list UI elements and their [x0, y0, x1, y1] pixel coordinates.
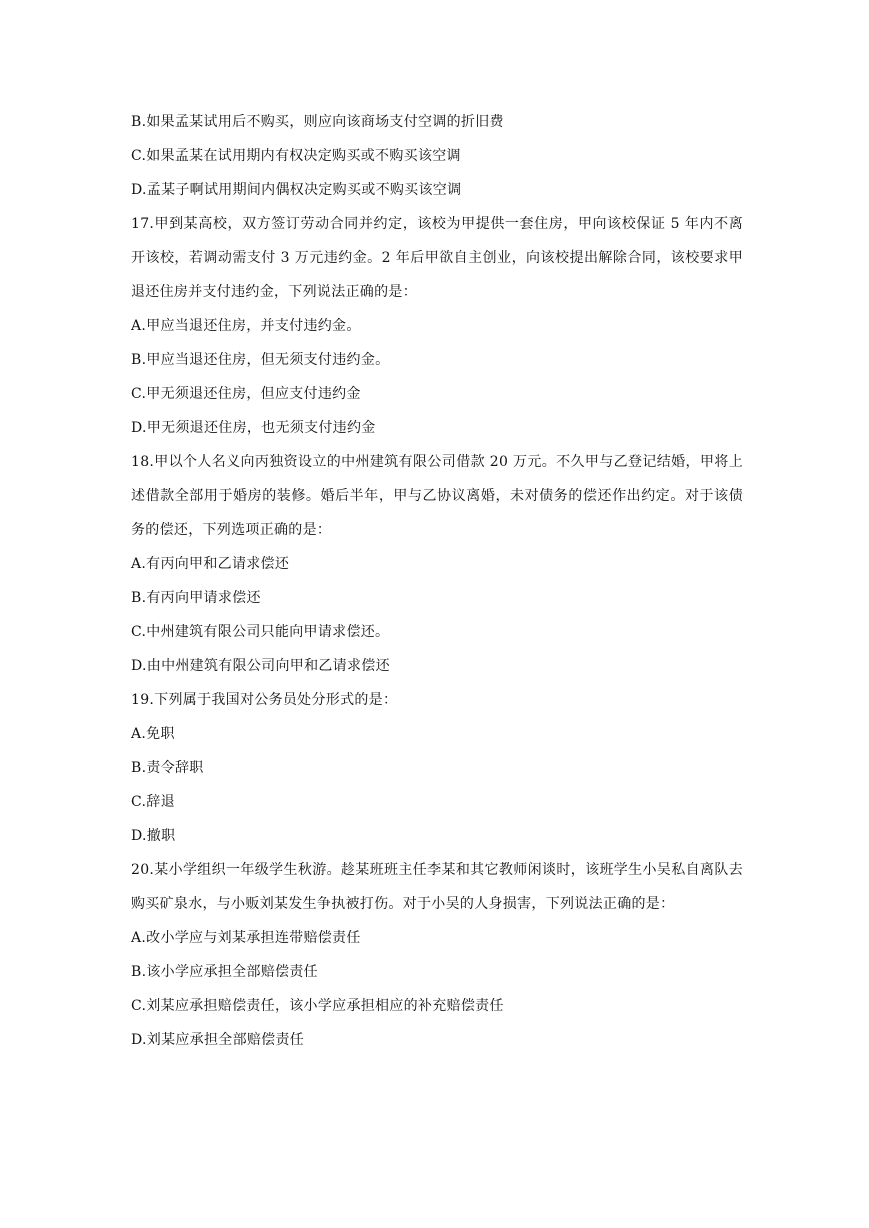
question-20-stem: 20.某小学组织一年级学生秋游。趁某班班主任李某和其它教师闲谈时，该班学生小吴私自离队去购买矿泉水，与小贩刘某发生争执被打伤。对于小吴的人身损害，下列说法正确的是：: [131, 862, 743, 912]
option-19-b: B.责令辞职: [131, 760, 204, 776]
question-18: [131, 445, 743, 689]
option-17-c: C.甲无须退还住房，但应支付违约金: [131, 386, 361, 402]
question-18-stem: 18.甲以个人名义向丙独资设立的中州建筑有限公司借款 20 万元。不久甲与乙登记结婚，甲将上述借款全部用于婚房的装修。婚后半年，甲与乙协议离婚，未对债务的偿还作出约定。对于该债务的偿还，下列选项正确的是：: [131, 454, 743, 538]
question-19-stem: 19.下列属于我国对公务员处分形式的是：: [131, 692, 398, 708]
option-16-d: D.孟某子啊试用期间内偶权决定购买或不购买该空调: [131, 182, 462, 198]
option-19-a: A.免职: [131, 726, 175, 742]
question-19: [131, 689, 743, 859]
option-19-d: D.撤职: [131, 828, 176, 844]
option-18-a: A.有丙向甲和乙请求偿还: [131, 556, 290, 572]
option-18-b: B.有丙向甲请求偿还: [131, 590, 261, 606]
option-20-c: C.刘某应承担赔偿责任，该小学应承担相应的补充赔偿责任: [131, 998, 504, 1014]
option-20-a: A.改小学应与刘某承担连带赔偿责任: [131, 930, 361, 946]
option-18-d: D.由中州建筑有限公司向甲和乙请求偿还: [131, 658, 390, 674]
option-16-b: B.如果孟某试用后不购买，则应向该商场支付空调的折旧费: [131, 114, 504, 130]
option-20-d: D.刘某应承担全部赔偿责任: [131, 1032, 305, 1048]
question-16: [131, 111, 743, 213]
option-19-c: C.辞退: [131, 794, 175, 810]
question-20: [131, 853, 743, 1063]
option-16-c: C.如果孟某在试用期内有权决定购买或不购买该空调: [131, 148, 461, 164]
option-18-c: C.中州建筑有限公司只能向甲请求偿还。: [131, 624, 390, 640]
option-17-b: B.甲应当退还住房，但无须支付违约金。: [131, 352, 390, 368]
option-17-d: D.甲无须退还住房，也无须支付违约金: [131, 420, 376, 436]
question-17-stem: 17.甲到某高校，双方签订劳动合同并约定，该校为甲提供一套住房，甲向该校保证 5 年内不离开该校，若调动需支付 3 万元违约金。2 年后甲欲自主创业，向该校提出解除合同，该校要求甲退还住房并支付违约金，下列说法正确的是：: [131, 216, 743, 300]
question-17: [131, 207, 743, 451]
option-20-b: B.该小学应承担全部赔偿责任: [131, 964, 318, 980]
question-content: [131, 111, 743, 1063]
option-17-a: A.甲应当退还住房，并支付违约金。: [131, 318, 361, 334]
